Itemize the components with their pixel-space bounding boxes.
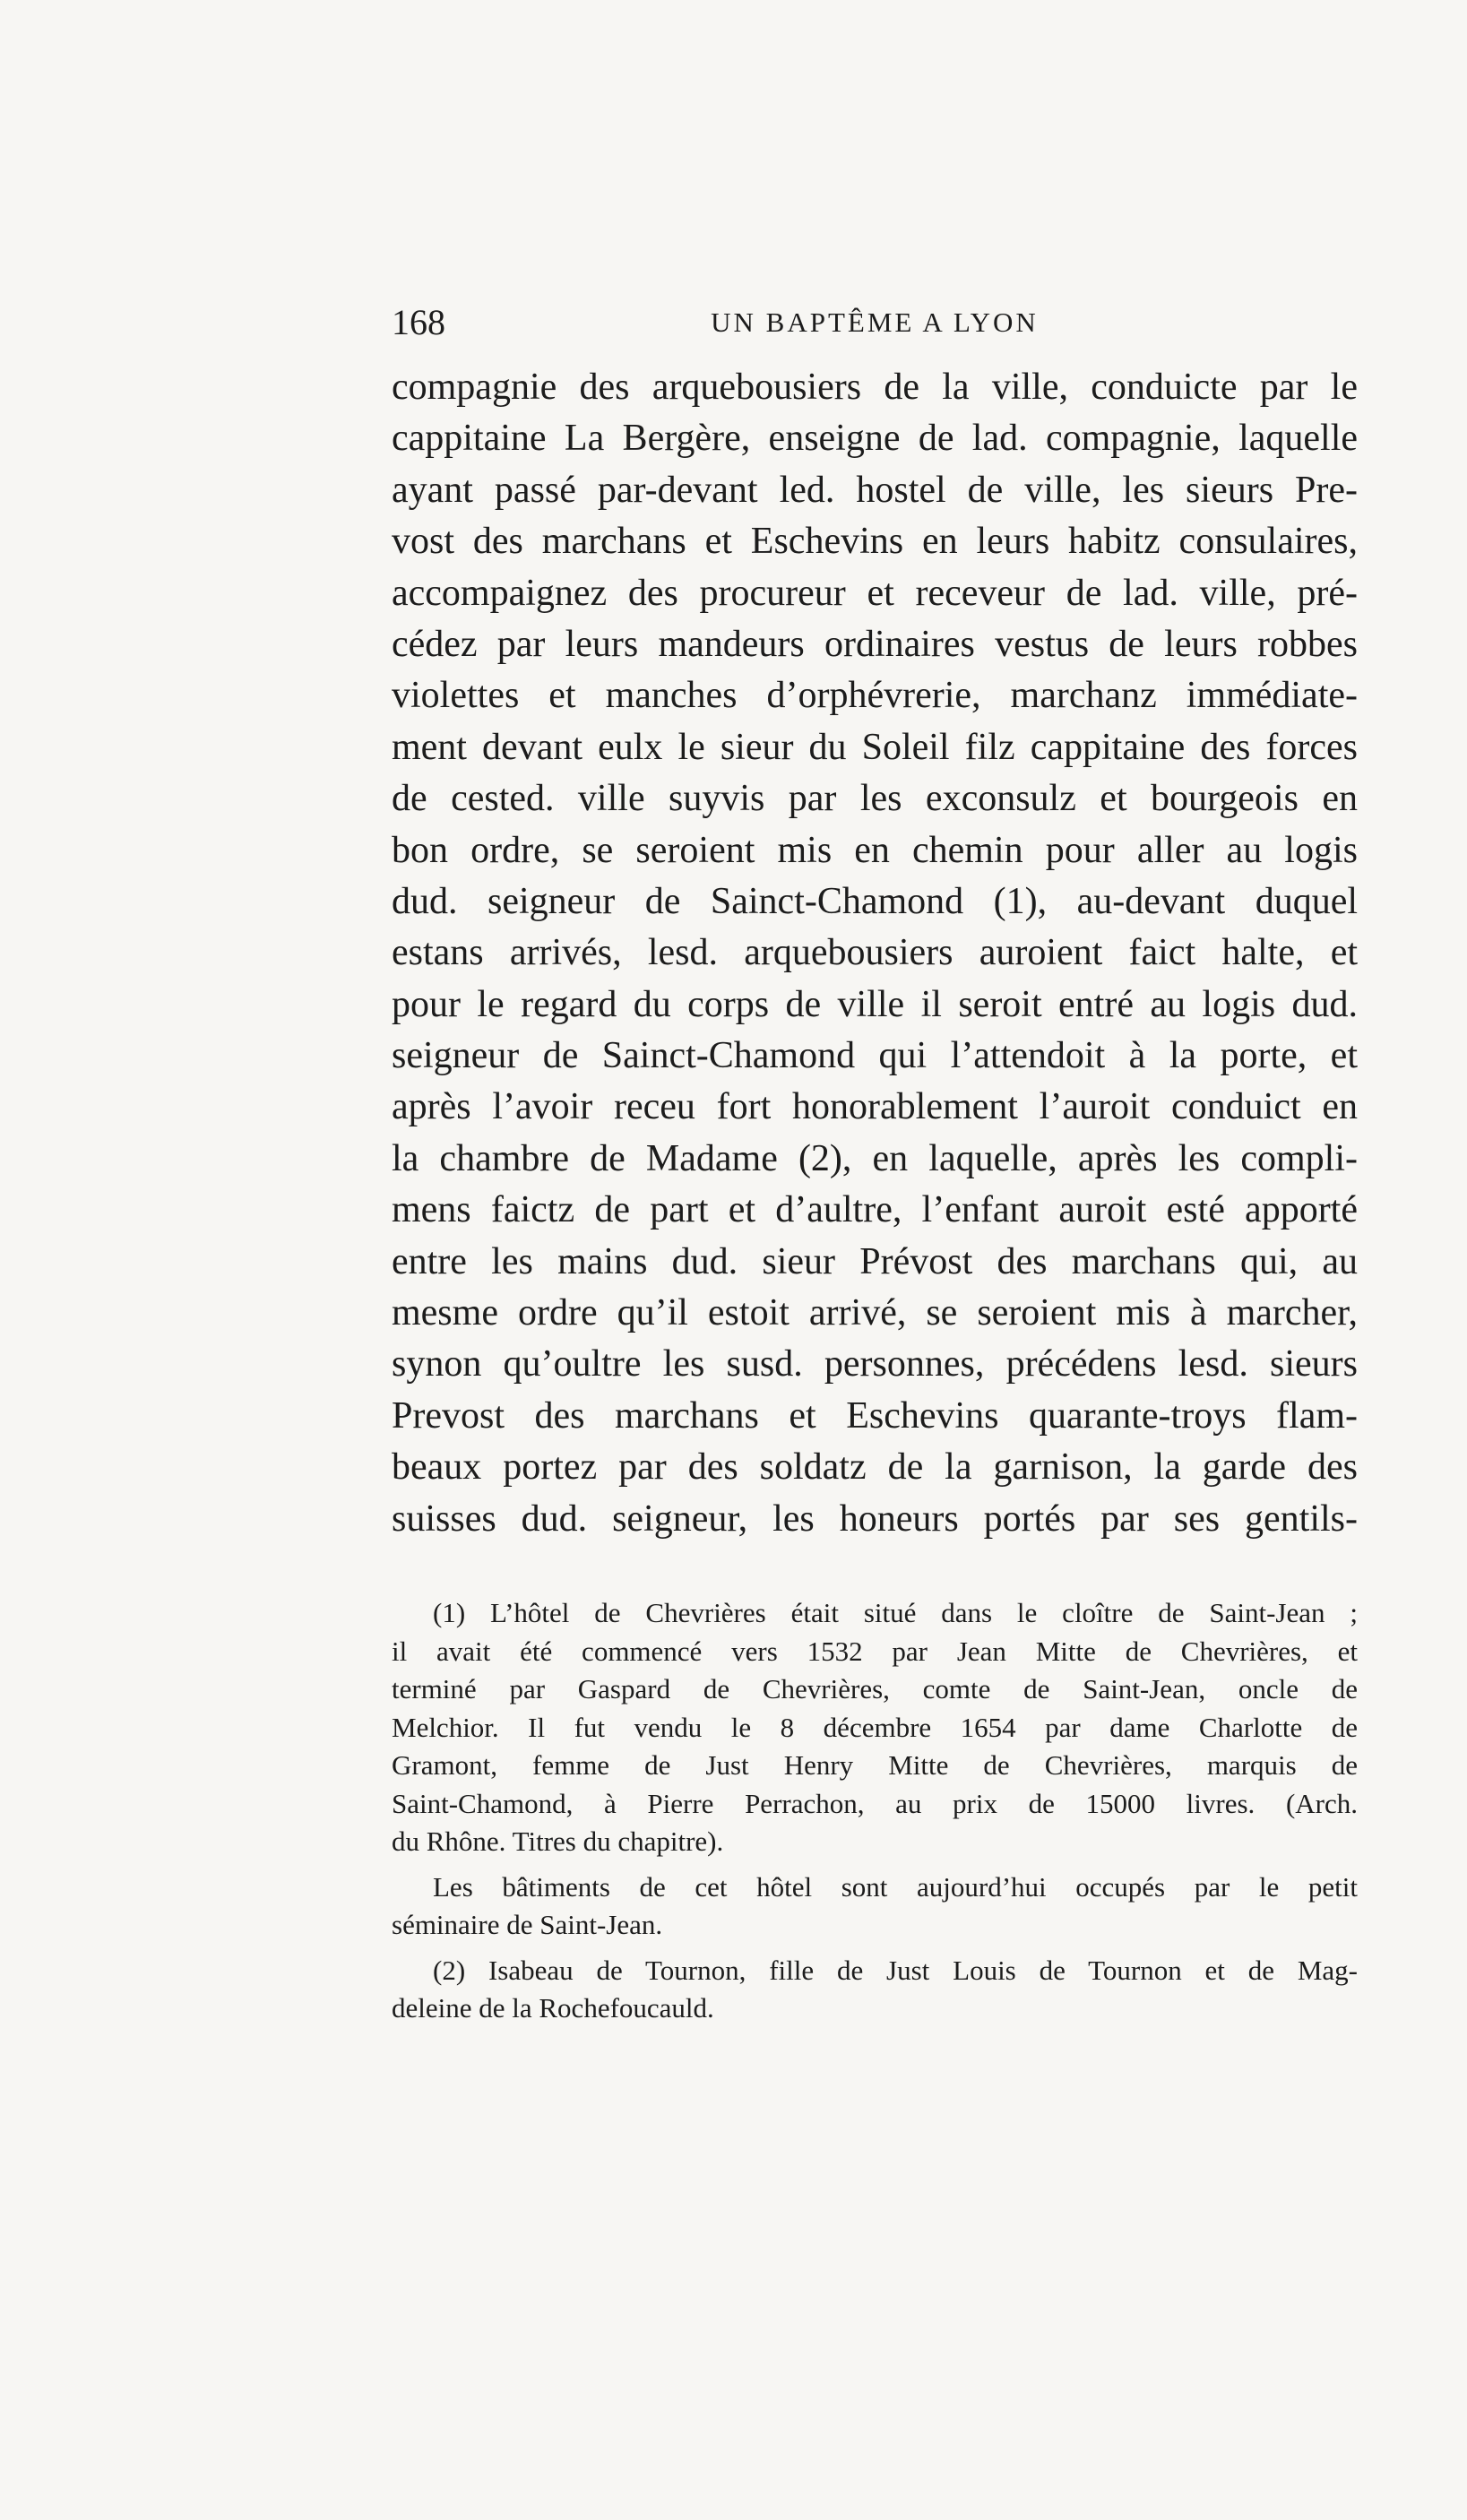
body-text <box>392 362 1358 1545</box>
body-line: de cested. ville suyvis par les exconsulz et bourgeois en <box>392 778 1358 820</box>
body-line: dud. seigneur de Sainct-Chamond (1), au-devant duquel <box>392 880 1358 922</box>
footnote-line: Saint-Chamond, à Pierre Perrachon, au prix de 15000 livres. (Arch. <box>392 1787 1358 1819</box>
body-line: bon ordre, se seroient mis en chemin pour aller au logis <box>392 829 1358 871</box>
body-line: la chambre de Madame (2), en laquelle, après les compli- <box>392 1137 1358 1179</box>
footnote-1 <box>392 1594 1358 1861</box>
footnote-line: Melchior. Il fut vendu le 8 décembre 1654 par dame Charlotte de <box>392 1711 1358 1743</box>
body-line: Prevost des marchans et Eschevins quarante-troys flam- <box>392 1394 1358 1437</box>
footnote-2 <box>392 1952 1358 2028</box>
footnote-line: du Rhône. Titres du chapitre). <box>392 1825 724 1857</box>
footnote-line: Gramont, femme de Just Henry Mitte de Chevrières, marquis de <box>392 1749 1358 1781</box>
body-line: mens faictz de part et d’aultre, l’enfant auroit esté apporté <box>392 1189 1358 1231</box>
footnote-spacer <box>392 1945 1358 1952</box>
footnote-line: deleine de la Rochefoucauld. <box>392 1992 714 2024</box>
footnote-spacer <box>392 1861 1358 1868</box>
footnote-continuation <box>392 1868 1358 1945</box>
body-line: cappitaine La Bergère, enseigne de lad. compagnie, laquelle <box>392 418 1358 460</box>
running-head <box>392 296 1358 350</box>
body-line: accompaignez des procureur et receveur de lad. ville, pré- <box>392 572 1358 614</box>
body-line: synon qu’oultre les susd. personnes, précédens lesd. sieurs <box>392 1343 1358 1385</box>
body-line: après l’avoir receu fort honorablement l’auroit conduict en <box>392 1086 1358 1128</box>
body-line: estans arrivés, lesd. arquebousiers auroient faict halte, et <box>392 932 1358 974</box>
footnote-line: séminaire de Saint-Jean. <box>392 1909 663 1940</box>
body-line: ayant passé par-devant led. hostel de ville, les sieurs Pre- <box>392 469 1358 511</box>
body-line: compagnie des arquebousiers de la ville, conduicte par le <box>392 367 1358 408</box>
body-line: beaux portez par des soldatz de la garnison, la garde des <box>392 1446 1358 1489</box>
footnote-line: (2) Isabeau de Tournon, fille de Just Louis de Tournon et de Mag- <box>433 1954 1358 1986</box>
body-line: cédez par leurs mandeurs ordinaires vestus de leurs robbes <box>392 623 1358 665</box>
body-line: seigneur de Sainct-Chamond qui l’attendoit à la porte, et <box>392 1035 1358 1077</box>
running-title: UN BAPTÊME A LYON <box>711 306 1039 338</box>
footnotes <box>392 1594 1358 2028</box>
body-line: suisses dud. seigneur, les honeurs portés par ses gentils- <box>392 1497 1358 1540</box>
footnote-line: (1) L’hôtel de Chevrières était situé dans le cloître de Saint-Jean ; <box>433 1597 1358 1628</box>
footnote-line: Les bâtiments de cet hôtel sont aujourd’hui occupés par le petit <box>433 1870 1358 1903</box>
body-line: ment devant eulx le sieur du Soleil filz cappitaine des forces <box>392 726 1358 768</box>
body-line: vost des marchans et Eschevins en leurs habitz consulaires, <box>392 521 1358 563</box>
footnote-line: terminé par Gaspard de Chevrières, comte de Saint-Jean, oncle de <box>392 1673 1358 1704</box>
body-line: mesme ordre qu’il estoit arrivé, se seroient mis à marcher, <box>392 1292 1358 1334</box>
body-line: violettes et manches d’orphévrerie, marchanz immédiate- <box>392 675 1358 717</box>
footnote-line: il avait été commencé vers 1532 par Jean Mitte de Chevrières, et <box>392 1635 1358 1667</box>
body-line: pour le regard du corps de ville il seroit entré au logis dud. <box>392 983 1358 1025</box>
body-line: entre les mains dud. sieur Prévost des marchans qui, au <box>392 1240 1358 1282</box>
page-number: 168 <box>392 302 445 342</box>
